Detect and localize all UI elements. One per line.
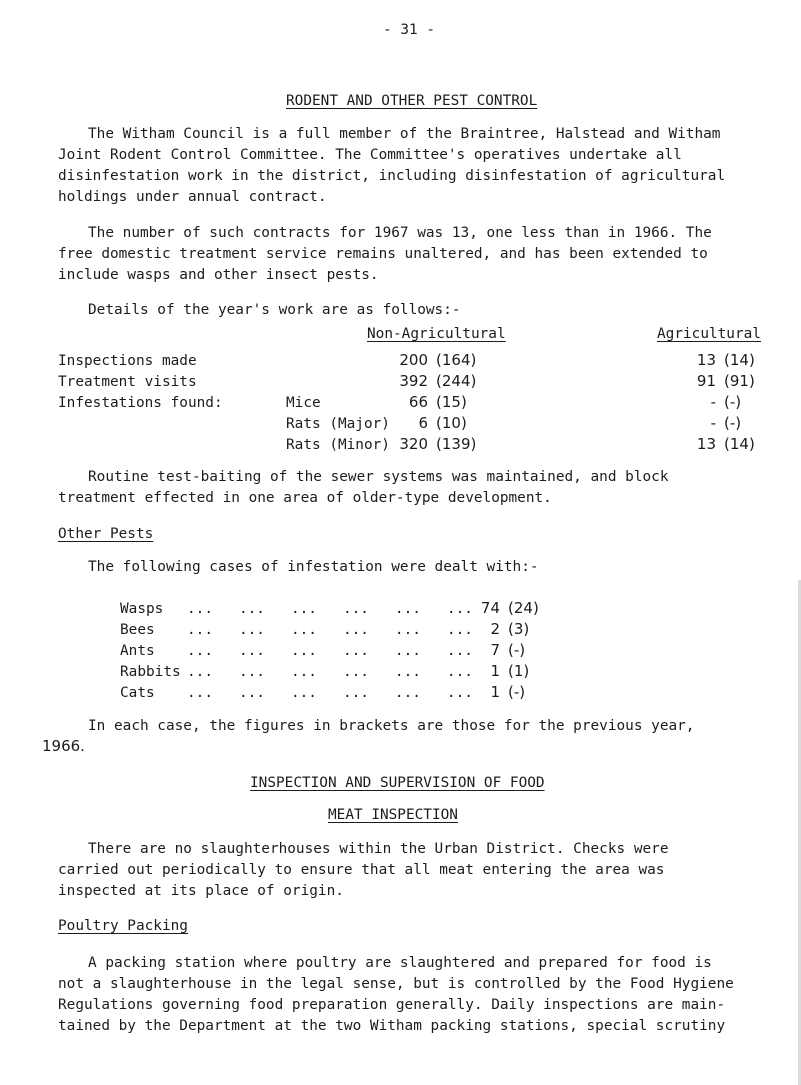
- ag-prev-value: (91): [724, 372, 755, 390]
- col-header-agricultural: Agricultural: [657, 326, 761, 342]
- ag-prev-value: (-): [724, 414, 742, 432]
- row-sublabel: Rats (Major): [286, 416, 390, 432]
- para-line: The number of such contracts for 1967 was 13, one less than in 1966. The: [88, 225, 712, 241]
- na-value: 200: [399, 351, 428, 369]
- ag-prev-value: (14): [724, 351, 755, 369]
- para-line: free domestic treatment service remains unaltered, and has been extended to: [58, 246, 708, 262]
- pest-count: 1: [490, 683, 500, 701]
- pest-name: Ants: [120, 643, 155, 659]
- pest-name: Rabbits: [120, 664, 181, 680]
- ag-value: 13: [696, 435, 716, 453]
- note-line: In each case, the figures in brackets are those for the previous year,: [88, 718, 695, 734]
- col-header-non-agricultural: Non-Agricultural: [367, 326, 506, 342]
- pest-name: Wasps: [120, 601, 164, 617]
- pest-count: 2: [490, 620, 500, 638]
- leader-dots: ... ... ... ... ... ...: [187, 664, 473, 680]
- poultry-heading: Poultry Packing: [58, 918, 188, 934]
- ag-value: -: [710, 414, 716, 432]
- leader-dots: ... ... ... ... ... ...: [187, 685, 473, 701]
- pest-name: Bees: [120, 622, 155, 638]
- na-prev-value: (10): [436, 414, 467, 432]
- para-line: Regulations governing food preparation generally. Daily inspections are main-: [58, 997, 726, 1013]
- ag-value: -: [710, 393, 716, 411]
- na-prev-value: (139): [436, 435, 477, 453]
- para-line: tained by the Department at the two Witham packing stations, special scrutiny: [58, 1018, 726, 1034]
- leader-dots: ... ... ... ... ... ...: [187, 622, 473, 638]
- page-number: - 31 -: [383, 22, 435, 38]
- na-prev-value: (15): [436, 393, 467, 411]
- para-line: Routine test-baiting of the sewer systems was maintained, and block: [88, 469, 669, 485]
- para-line: include wasps and other insect pests.: [58, 267, 379, 283]
- food-heading: INSPECTION AND SUPERVISION OF FOOD: [250, 775, 545, 791]
- ag-prev-value: (14): [724, 435, 755, 453]
- para-line: treatment effected in one area of older-type development.: [58, 490, 552, 506]
- details-intro: Details of the year's work are as follows:-: [88, 302, 461, 318]
- pest-prev: (3): [508, 620, 530, 638]
- pest-prev: (1): [508, 662, 530, 680]
- pest-count: 7: [490, 641, 500, 659]
- row-label: Infestations found:: [58, 395, 223, 411]
- pest-count: 1: [490, 662, 500, 680]
- na-value: 66: [408, 393, 428, 411]
- leader-dots: ... ... ... ... ... ...: [187, 601, 473, 617]
- other-pests-heading: Other Pests: [58, 526, 154, 542]
- para-line: The Witham Council is a full member of the Braintree, Halstead and Witham: [88, 126, 721, 142]
- para-line: There are no slaughterhouses within the Urban District. Checks were: [88, 841, 669, 857]
- na-prev-value: (164): [436, 351, 477, 369]
- section-title: RODENT AND OTHER PEST CONTROL: [286, 93, 538, 109]
- para-line: holdings under annual contract.: [58, 189, 327, 205]
- para-line: inspected at its place of origin.: [58, 883, 344, 899]
- row-sublabel: Mice: [286, 395, 321, 411]
- para-line: Joint Rodent Control Committee. The Committee's operatives undertake all: [58, 147, 682, 163]
- na-value: 6: [418, 414, 428, 432]
- meat-heading: MEAT INSPECTION: [328, 807, 458, 823]
- na-value: 320: [399, 435, 428, 453]
- row-sublabel: Rats (Minor): [286, 437, 390, 453]
- ag-value: 91: [696, 372, 716, 390]
- para-line: A packing station where poultry are slaughtered and prepared for food is: [88, 955, 712, 971]
- pest-prev: (-): [508, 683, 526, 701]
- other-pests-intro: The following cases of infestation were dealt with:-: [88, 559, 539, 575]
- na-value: 392: [399, 372, 428, 390]
- row-label: Treatment visits: [58, 374, 197, 390]
- leader-dots: ... ... ... ... ... ...: [187, 643, 473, 659]
- pest-prev: (24): [508, 599, 539, 617]
- pest-prev: (-): [508, 641, 526, 659]
- row-label: Inspections made: [58, 353, 197, 369]
- ag-value: 13: [696, 351, 716, 369]
- pest-count: 74: [480, 599, 500, 617]
- para-line: disinfestation work in the district, including disinfestation of agricultural: [58, 168, 726, 184]
- para-line: carried out periodically to ensure that all meat entering the area was: [58, 862, 665, 878]
- note-line: 1966.: [42, 737, 85, 755]
- na-prev-value: (244): [436, 372, 477, 390]
- pest-name: Cats: [120, 685, 155, 701]
- ag-prev-value: (-): [724, 393, 742, 411]
- para-line: not a slaughterhouse in the legal sense, but is controlled by the Food Hygiene: [58, 976, 734, 992]
